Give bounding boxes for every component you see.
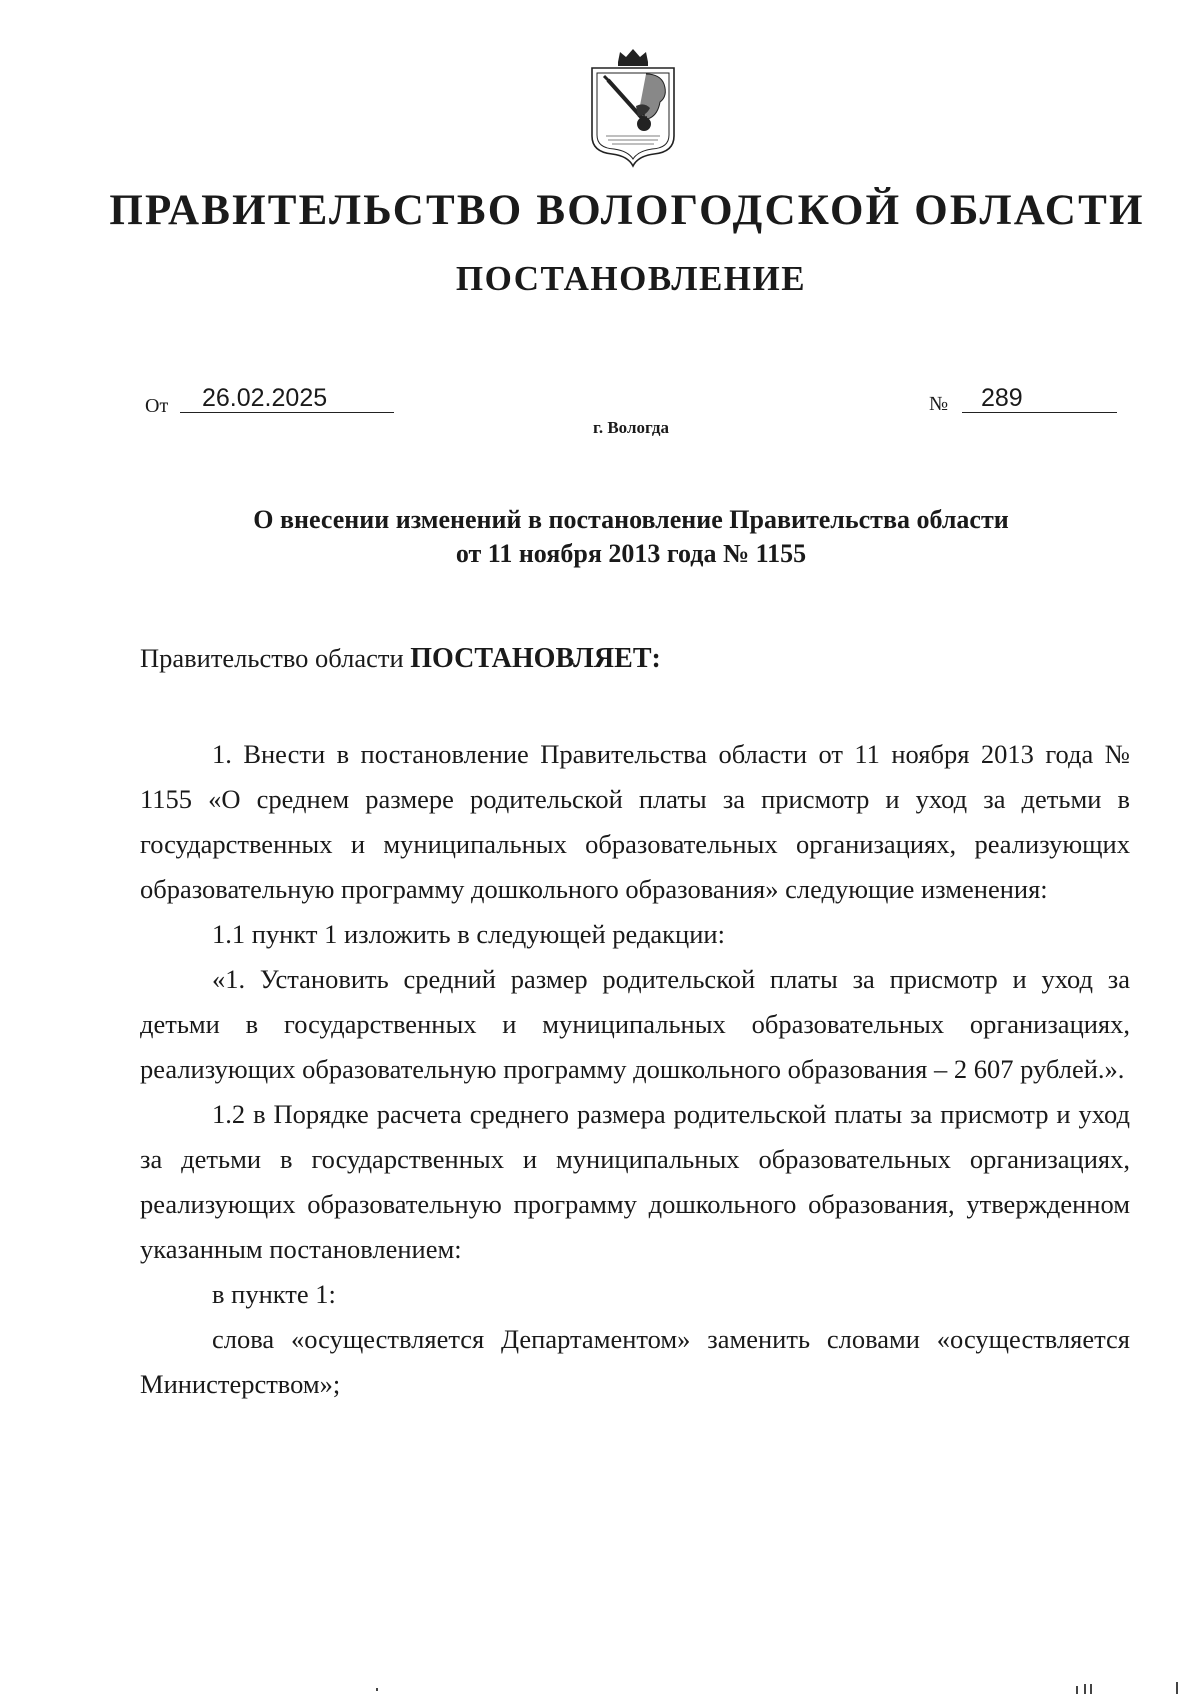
subject-line-1: О внесении изменений в постановление Правительства области	[253, 505, 1009, 534]
paragraph-1-1: 1.1 пункт 1 изложить в следующей редакции:	[212, 919, 725, 949]
coat-of-arms-emblem	[586, 44, 680, 168]
decree-body	[140, 732, 1130, 1407]
government-title: ПРАВИТЕЛЬСТВО ВОЛОГОДСКОЙ ОБЛАСТИ	[109, 187, 1145, 234]
decree-intro	[140, 636, 1130, 681]
scan-artifact	[376, 1688, 378, 1691]
scan-artifact	[1084, 1684, 1086, 1694]
paragraph-1-1-quote: «1. Установить средний размер родительской платы за присмотр и уход за детьми в государственных и муниципальных образовательных организациях, реализующих образовательную программу дошкольного образования – 2 607 рублей.».	[140, 964, 1130, 1084]
paragraph-point-1: в пункте 1:	[212, 1279, 336, 1309]
number-label: №	[929, 393, 949, 415]
subject-line-2: от 11 ноября 2013 года № 1155	[455, 539, 807, 568]
intro-text: Правительство области	[140, 643, 404, 673]
paragraph-1: 1. Внести в постановление Правительства области от 11 ноября 2013 года № 1155 «О среднем размере родительской платы за присмотр и уход за детьми в государственных и муниципальных образовательных организациях, реализующих образовательную программу дошкольного образования» следующие изменения:	[140, 739, 1130, 904]
document-date: 26.02.2025	[202, 384, 328, 412]
paragraph-1-2: 1.2 в Порядке расчета среднего размера родительской платы за присмотр и уход за детьми в государственных и муниципальных образовательных организациях, реализующих образовательную программу дошкольного образования, утвержденном указанным постановлением:	[140, 1099, 1130, 1264]
document-number: 289	[981, 384, 1023, 412]
scan-artifact	[1076, 1686, 1078, 1694]
scan-artifact	[1090, 1684, 1092, 1694]
scan-artifact	[1176, 1682, 1178, 1694]
date-label: От	[145, 395, 169, 417]
intro-decree-word: ПОСТАНОВЛЯЕТ:	[410, 643, 661, 674]
city-line: г. Вологда	[593, 418, 669, 437]
document-type-heading: ПОСТАНОВЛЕНИЕ	[455, 259, 807, 298]
paragraph-words-replacement: слова «осуществляется Департаментом» заменить словами «осуществляется Министерством»;	[140, 1324, 1130, 1399]
document-subject	[0, 503, 1200, 571]
